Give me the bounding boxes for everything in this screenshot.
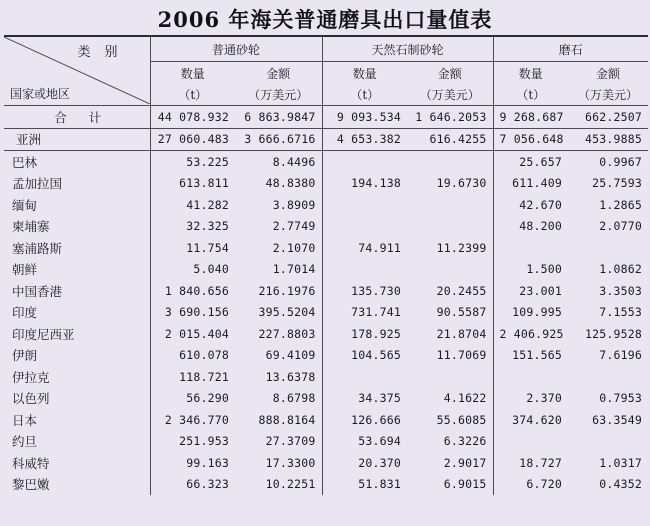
amount-cell: 6.9015 [443,477,487,492]
qty-header: 数量 [493,62,568,85]
amount-cell: 3 666.6716 [235,128,322,151]
country-name-cell: 中国香港 [12,283,63,299]
amount-cell: 11.7069 [436,348,487,363]
amt-unit: （万美元） [407,84,493,106]
amount-cell [568,431,648,453]
country-name-cell: 孟加拉国 [12,176,63,192]
amount-cell: 662.2507 [568,106,648,129]
table-row [4,345,648,367]
amount-cell [568,366,648,388]
amount-cell [407,151,493,173]
table-row [4,216,648,238]
amount-cell: 0.9967 [599,154,643,169]
qty-unit: （t） [493,84,568,106]
quantity-cell: 194.138 [322,173,407,195]
amount-cell: 25.7593 [592,176,643,191]
amount-cell: 7.6196 [599,348,643,363]
amt-header: 金额 [596,66,621,81]
amount-cell [407,194,493,216]
quantity-cell: 9 268.687 [493,106,568,129]
quantity-cell [493,366,568,388]
group-header-whetstone: 磨石 [493,36,648,62]
amount-cell: 453.9885 [568,128,648,151]
amount-cell: 2.1070 [272,240,316,255]
quantity-cell: 374.620 [493,409,568,431]
amount-cell: 10.2251 [265,477,316,492]
quantity-cell: 56.290 [150,388,235,410]
corner-header-cell [4,36,150,106]
amount-cell: 1.0862 [599,262,643,277]
amount-cell: 7.1553 [599,305,643,320]
quantity-cell [322,151,407,173]
country-name-cell: 朝鲜 [12,262,38,278]
quantity-cell: 20.370 [322,452,407,474]
quantity-cell: 53.694 [322,431,407,453]
quantity-cell [322,194,407,216]
quantity-cell: 53.225 [150,151,235,173]
amount-cell: 1.2865 [599,197,643,212]
table-row [4,302,648,324]
amount-cell: 888.8164 [258,412,316,427]
quantity-cell: 2 346.770 [150,409,235,431]
amount-cell: 11.2399 [436,240,487,255]
table-header [4,36,648,106]
country-name-cell: 缅甸 [12,197,38,213]
quantity-cell: 118.721 [150,366,235,388]
table-row [4,388,648,410]
quantity-cell: 51.831 [322,474,407,496]
quantity-cell: 23.001 [493,280,568,302]
amount-cell: 616.4255 [407,128,493,151]
amount-cell: 2.0770 [599,219,643,234]
amount-cell: 1.7014 [272,262,316,277]
country-name-cell: 日本 [12,412,38,428]
quantity-cell: 126.666 [322,409,407,431]
table-row [4,452,648,474]
quantity-cell [493,431,568,453]
amount-cell: 216.1976 [258,283,316,298]
amount-cell: 2.7749 [272,219,316,234]
quantity-cell: 2 406.925 [493,323,568,345]
quantity-cell: 11.754 [150,237,235,259]
amount-cell: 13.6378 [265,369,316,384]
quantity-cell: 32.325 [150,216,235,238]
quantity-cell: 6.720 [493,474,568,496]
quantity-cell: 44 078.932 [150,106,235,129]
quantity-cell: 5.040 [150,259,235,281]
group-header-natural-stone-wheel: 天然石制砂轮 [322,36,493,62]
amount-cell: 21.8704 [436,326,487,341]
quantity-cell: 48.200 [493,216,568,238]
amount-cell: 3.8909 [272,197,316,212]
quantity-cell: 178.925 [322,323,407,345]
amount-cell: 90.5587 [436,305,487,320]
table-row [4,194,648,216]
quantity-cell: 613.811 [150,173,235,195]
quantity-cell: 41.282 [150,194,235,216]
quantity-cell: 611.409 [493,173,568,195]
amount-cell [407,216,493,238]
table-row [4,323,648,345]
amount-cell: 19.6730 [436,176,487,191]
country-name-cell: 以色列 [12,391,50,407]
amount-cell: 125.9528 [585,326,643,341]
table-row [4,173,648,195]
table-row [4,151,648,173]
amount-cell: 0.7953 [599,391,643,406]
quantity-cell: 99.163 [150,452,235,474]
amount-cell: 63.3549 [592,412,643,427]
quantity-cell [493,237,568,259]
amount-cell: 48.8380 [265,176,316,191]
table-row [4,280,648,302]
table-row [4,431,648,453]
amount-cell [407,366,493,388]
quantity-cell: 25.657 [493,151,568,173]
quantity-cell: 2 015.404 [150,323,235,345]
country-name-cell: 柬埔寨 [12,219,50,235]
qty-unit: （t） [150,84,235,106]
amount-cell: 0.4352 [599,477,643,492]
amount-cell: 6.3226 [443,434,487,449]
quantity-cell: 2.370 [493,388,568,410]
quantity-cell: 104.565 [322,345,407,367]
amount-cell: 6 863.9847 [235,106,322,129]
table-row [4,237,648,259]
amount-cell: 2.9017 [443,455,487,470]
country-name-cell: 印度尼西亚 [12,326,75,342]
country-name-cell: 伊朗 [12,348,38,364]
quantity-cell: 27 060.483 [150,128,235,151]
amount-cell [407,259,493,281]
table-row [4,106,648,129]
quantity-cell: 135.730 [322,280,407,302]
amt-unit: （万美元） [568,84,648,106]
amt-header: 金额 [266,66,291,81]
amount-cell: 17.3300 [265,455,316,470]
quantity-cell [322,259,407,281]
amount-cell: 55.6085 [436,412,487,427]
amount-cell: 8.6798 [272,391,316,406]
amount-cell: 227.8803 [258,326,316,341]
quantity-cell: 18.727 [493,452,568,474]
quantity-cell: 42.670 [493,194,568,216]
country-name-cell: 塞浦路斯 [12,240,63,256]
category-label: 类别 [77,45,132,60]
table-title: 2006 年海关普通磨具出口量值表 [157,7,493,32]
amount-cell: 20.2455 [436,283,487,298]
quantity-cell: 610.078 [150,345,235,367]
amount-cell: 3.3503 [599,283,643,298]
qty-header: 数量 [150,62,235,85]
group-header-ordinary-wheel: 普通砂轮 [150,36,322,62]
country-name-cell: 亚洲 [4,128,150,151]
amount-cell: 395.5204 [258,305,316,320]
quantity-cell: 731.741 [322,302,407,324]
country-name-cell: 伊拉克 [12,369,50,385]
table-row [4,366,648,388]
quantity-cell: 1.500 [493,259,568,281]
quantity-cell: 7 056.648 [493,128,568,151]
table-row [4,259,648,281]
table-row [4,409,648,431]
quantity-cell: 74.911 [322,237,407,259]
quantity-cell: 251.953 [150,431,235,453]
amount-cell: 1 646.2053 [407,106,493,129]
quantity-cell: 109.995 [493,302,568,324]
quantity-cell: 34.375 [322,388,407,410]
amount-cell: 27.3709 [265,434,316,449]
amt-header: 金额 [437,66,462,81]
qty-unit: （t） [322,84,407,106]
table-row [4,474,648,496]
country-name-cell: 印度 [12,305,38,321]
amount-cell: 1.0317 [599,455,643,470]
country-name-cell: 科威特 [12,455,50,471]
quantity-cell: 9 093.534 [322,106,407,129]
amount-cell [568,237,648,259]
amount-cell: 69.4109 [265,348,316,363]
quantity-cell: 3 690.156 [150,302,235,324]
country-name-cell: 巴林 [12,154,38,170]
amount-cell: 8.4496 [272,154,316,169]
quantity-cell: 151.565 [493,345,568,367]
table-row [4,128,648,151]
country-name-cell: 黎巴嫩 [12,477,50,493]
table-body [4,106,648,496]
qty-header: 数量 [322,62,407,85]
quantity-cell: 1 840.656 [150,280,235,302]
quantity-cell [322,216,407,238]
quantity-cell [322,366,407,388]
export-table [4,35,648,495]
amount-cell: 4.1622 [443,391,487,406]
quantity-cell: 4 653.382 [322,128,407,151]
country-name-cell: 合计 [4,106,150,129]
quantity-cell: 66.323 [150,474,235,496]
country-name-cell: 约旦 [12,434,38,450]
country-region-label: 国家或地区 [10,87,71,101]
amt-unit: （万美元） [235,84,322,106]
